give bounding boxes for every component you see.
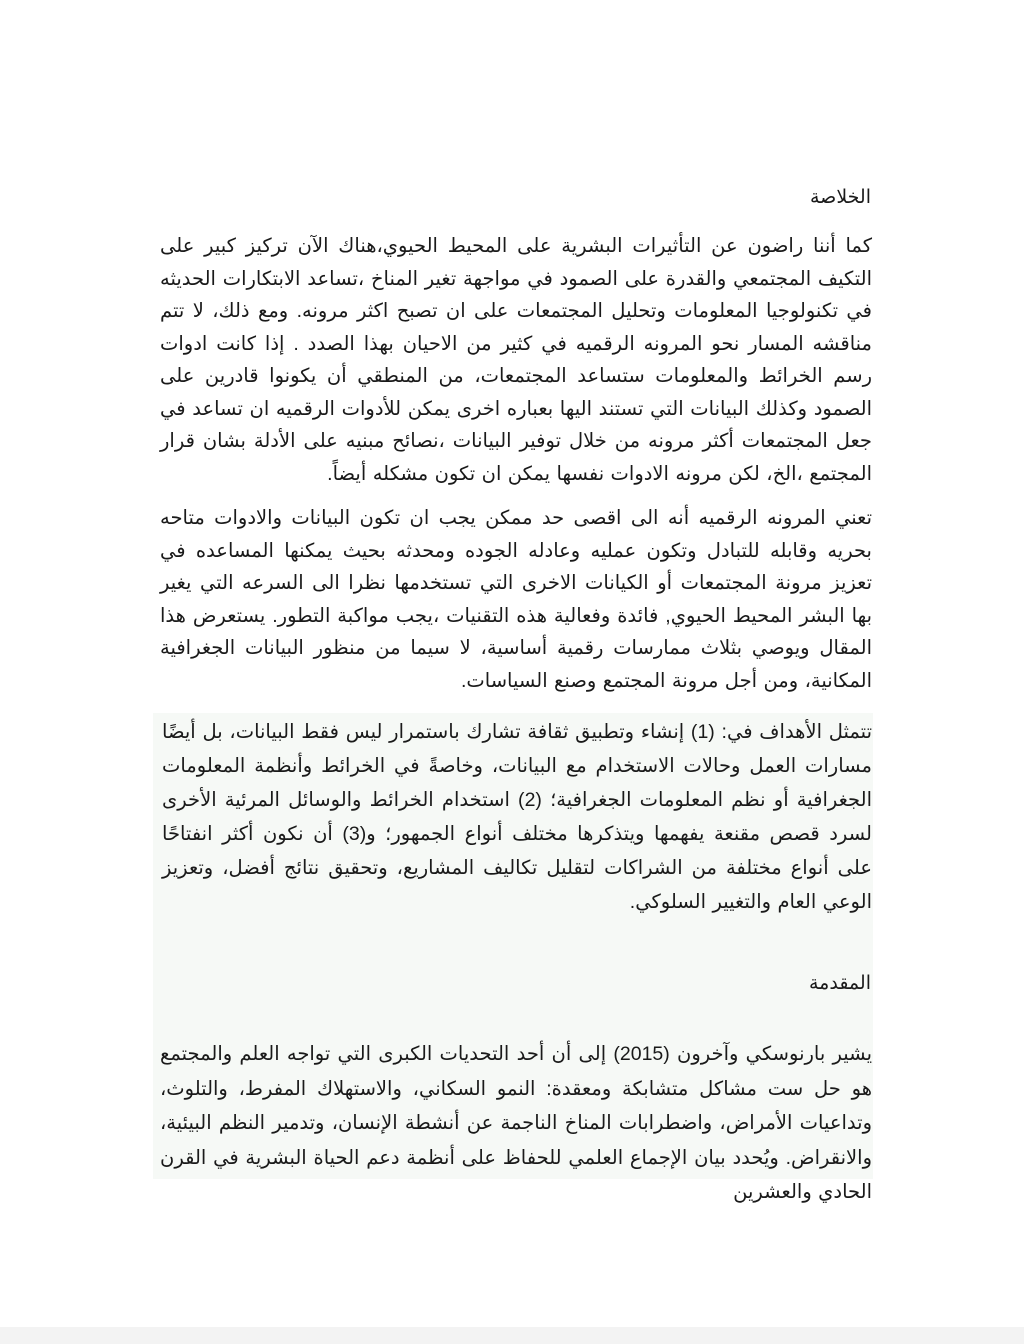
objectives-paragraph: تتمثل الأهداف في: (1) إنشاء وتطبيق ثقافة تشارك باستمرار ليس فقط البيانات، بل أيضًا مسارات العمل وحالات الاستخدام مع البيانات، وخاصةً في الخرائط وأنظمة المعلومات الجغرافية أو نظم المعلومات الجغرافية؛ (2) استخدام الخرائط والوسائل المرئية الأخرى لسرد قصص مقنعة يفهمها ويتذكرها مختلف أنواع الجمهور؛ و(3) أن نكون أكثر انفتاحًا على أنواع مختلفة من الشراكات لتقليل تكاليف المشاريع، وتحقيق نتائج أفضل، وتعزيز الوعي العام والتغيير السلوكي. bbox=[162, 721, 872, 913]
introduction-paragraph: يشير بارنوسكي وآخرون (2015) إلى أن أحد التحديات الكبرى التي تواجه العلم والمجتمع هو حل ست مشاكل متشابكة ومعقدة: النمو السكاني، والاستهلاك المفرط، والتلوث، وتداعيات الأمراض، واضطرابات المناخ الناجمة عن أنشطة الإنسان، وتدمير النظم البيئية، والانقراض. ويُحدد بيان الإجماع العلمي للحفاظ على أنظمة دعم الحياة البشرية في القرن الحادي والعشرين bbox=[160, 1043, 873, 1203]
summary-heading: الخلاصة bbox=[810, 187, 871, 208]
bottom-bar bbox=[0, 1327, 1024, 1344]
summary-paragraph-1: كما أننا راضون عن التأثيرات البشرية على المحيط الحيوي،هناك الآن تركيز كبير على التكيف المجتمعي والقدرة على الصمود في مواجهة تغير المناخ ،تساعد الابتكارات الحديثه في تكنولوجيا المعلومات وتحليل المجتمعات على ان تصبح اكثر مرونه. ومع ذلك، لا تتم مناقشه المسار نحو المرونه الرقميه في كثير من الاحيان بهذا الصدد . إذا كانت ادوات رسم الخرائط والمعلومات ستساعد المجتمعات، من المنطقي أن يكونوا قادرين على الصمود وكذلك البيانات التي تستند اليها بعباره اخرى يمكن للأدوات الرقميه ان تساعد في جعل المجتمعات أكثر مرونه من خلال توفير البيانات ،نصائح مبنيه على الأدلة بشان قرار المجتمع ،الخ، لكن مرونه الادوات نفسها يمكن ان تكون مشكله أيضاً. bbox=[160, 235, 872, 485]
summary-paragraph-2: تعني المرونه الرقميه أنه الى اقصى حد ممكن يجب ان تكون البيانات والادوات متاحه بحريه وقابله للتبادل وتكون عمليه وعادله الجوده ومحدثه بحيث يمكنها المساعده في تعزيز مرونة المجتمعات أو الكيانات الاخرى التي تستخدمها نظرا الى السرعه التي يغير بها البشر المحيط الحيوي, فائدة وفعالية هذه التقنيات ،يجب مواكبة التطور. يستعرض هذا المقال ويوصي بثلاث ممارسات رقمية أساسية، لا سيما من منظور البيانات الجغرافية المكانية، ومن أجل مرونة المجتمع وصنع السياسات. bbox=[160, 507, 872, 692]
introduction-heading: المقدمة bbox=[808, 973, 871, 994]
